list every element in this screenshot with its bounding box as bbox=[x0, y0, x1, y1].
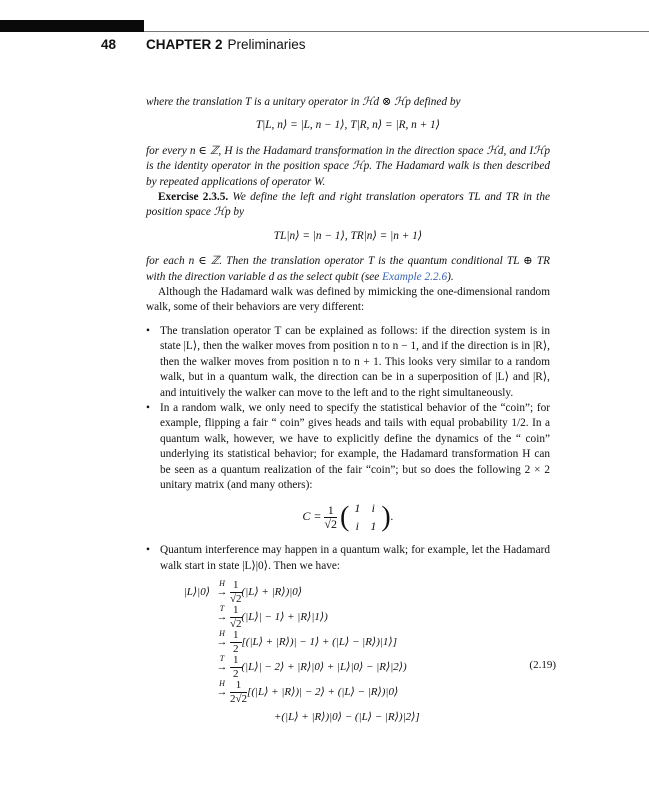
matrix-coefficient bbox=[324, 504, 337, 531]
bullet-coin-a: In a random walk, we only need to specify the statistical behavior of the “coin”; for example, flipping a fair “ coin” gives heads and tails with equal probability bbox=[160, 401, 550, 430]
equation-row bbox=[146, 680, 550, 705]
page-number: 48 bbox=[101, 37, 117, 52]
for-each-b: ). bbox=[447, 270, 454, 283]
operator-label: T bbox=[219, 653, 225, 663]
equation-2-19 bbox=[146, 578, 556, 730]
coef-num: 1 bbox=[230, 579, 242, 593]
arrow-icon: → H bbox=[214, 635, 230, 650]
equation-lhs: |L⟩|0⟩ bbox=[183, 585, 210, 598]
matrix-entry: i bbox=[355, 518, 360, 533]
example-link[interactable]: Example 2.2.6 bbox=[382, 270, 448, 283]
coef-num: 1 bbox=[230, 654, 242, 668]
equation-row bbox=[146, 630, 550, 655]
header-rule bbox=[144, 31, 649, 32]
coef-num: 1 bbox=[230, 679, 247, 693]
lr-translation-equation: TL|n⟩ = |n − 1⟩, TR|n⟩ = |n + 1⟩ bbox=[273, 229, 423, 242]
matrix-entry: 1 bbox=[370, 518, 377, 533]
equation-expr: (|L⟩| − 1⟩ + |R⟩|1⟩) bbox=[241, 610, 328, 623]
for-each-a: for each n ∈ ℤ. Then the translation operator T is the quantum conditional TL ⊕ TR with the direction variable d as the select qubit (see bbox=[146, 255, 550, 283]
exercise-paragraph bbox=[146, 190, 550, 221]
coef-den: √2 bbox=[230, 592, 242, 605]
right-paren: ) bbox=[381, 502, 391, 534]
equation-continuation: +(|L⟩ + |R⟩)|0⟩ − (|L⟩ − |R⟩)|2⟩] bbox=[274, 710, 420, 723]
coef-den: √2 bbox=[230, 617, 242, 630]
operator-label: H bbox=[219, 678, 225, 688]
coefficient bbox=[230, 604, 242, 631]
equation-row bbox=[146, 605, 550, 630]
arrow-icon: → T bbox=[214, 610, 230, 625]
equation-expr: (|L⟩| − 2⟩ + |R⟩|0⟩ + |L⟩|0⟩ − |R⟩|2⟩) bbox=[241, 660, 407, 673]
exercise-text: We define the left and right translation operators TL and TR in the position space ℋp by bbox=[146, 191, 550, 219]
chapter-label: CHAPTER 2 bbox=[146, 37, 223, 52]
coefficient bbox=[230, 654, 242, 681]
for-each-text bbox=[146, 254, 550, 285]
arrow-icon: → H bbox=[214, 685, 230, 700]
matrix-end: . bbox=[390, 509, 394, 524]
operator-label: T bbox=[219, 603, 225, 613]
exercise-label: Exercise 2.3.5. bbox=[158, 191, 229, 204]
chapter-heading bbox=[146, 37, 306, 52]
bullet-coin-b: . In a quantum walk, however, we have to explicitly define the dynamics of the “ coin” underlying its statistical behavior; for example, the Hadamard transformation H can be seen as a quantum realization of the fair “coin”; but so does the following 2 × 2 unitary matrix (and many others): bbox=[160, 417, 550, 491]
coefficient bbox=[230, 679, 247, 706]
arrow-icon: → H bbox=[214, 585, 230, 600]
matrix-table bbox=[349, 500, 381, 535]
coef-den: 2√2 bbox=[230, 692, 248, 705]
although-paragraph: Although the Hadamard walk was defined by mimicking the one-dimensional random walk, some of their behaviors are very different: bbox=[146, 286, 550, 314]
coef-den: 2 bbox=[233, 642, 239, 655]
matrix-coef-den: √2 bbox=[324, 517, 338, 532]
coef-num: 1 bbox=[230, 604, 242, 618]
bullet-interference: • Quantum interference may happen in a quantum walk; for example, let the Hadamard walk start in state |L⟩|0⟩. Then we have: bbox=[146, 543, 550, 574]
equation-expr: [(|L⟩ + |R⟩)| − 1⟩ + (|L⟩ − |R⟩)|1⟩] bbox=[241, 635, 397, 648]
bullet-translation: • The translation operator T can be explained as follows: if the direction system is in state |L⟩, then the walker moves from position n to n − 1, and if the direction is in |R⟩, then the walker moves from position n to n + 1. This looks very similar to a random walk, but in a quantum walk, the direction can be in a superposition of |L⟩ and |R⟩, and intuitively the walker can move to the left and to the right simultaneously. bbox=[146, 324, 550, 401]
equation-expr: [(|L⟩ + |R⟩)| − 2⟩ + (|L⟩ − |R⟩)|0⟩ bbox=[247, 685, 399, 698]
coin-matrix bbox=[146, 500, 550, 535]
equation-expr: (|L⟩ + |R⟩)|0⟩ bbox=[241, 585, 303, 598]
translation-equation: T|L, n⟩ = |L, n − 1⟩, T|R, n⟩ = |R, n + 1⟩ bbox=[255, 119, 441, 132]
operator-label: H bbox=[219, 578, 225, 588]
matrix-lhs: C = bbox=[302, 509, 322, 524]
matrix-entry: 1 bbox=[354, 501, 361, 516]
coef-den: 2 bbox=[233, 667, 239, 680]
left-paren: ( bbox=[340, 502, 350, 534]
coef-num: 1 bbox=[230, 629, 242, 643]
page-body bbox=[146, 95, 556, 730]
header-bar bbox=[0, 20, 144, 32]
equation-number: (2.19) bbox=[529, 658, 556, 671]
intro-text: where the translation T is a unitary operator in ℋd ⊗ ℋp defined by bbox=[146, 96, 461, 108]
coefficient bbox=[230, 579, 242, 606]
matrix-coef-num: 1 bbox=[324, 504, 337, 518]
matrix-entry: i bbox=[371, 501, 376, 516]
bullet-coin bbox=[146, 401, 550, 493]
equation-row bbox=[146, 655, 550, 680]
half-fraction: 1/2 bbox=[511, 417, 526, 430]
coefficient bbox=[230, 629, 242, 656]
operator-label: H bbox=[219, 628, 225, 638]
equation-row bbox=[146, 580, 550, 605]
for-every-text: for every n ∈ ℤ, H is the Hadamard transformation in the direction space ℋd, and Iℋp is the identity operator in the position space ℋp. The Hadamard walk is then described by repeated applications of operator W. bbox=[146, 144, 550, 188]
arrow-icon: → T bbox=[214, 660, 230, 675]
chapter-title: Preliminaries bbox=[227, 37, 306, 52]
